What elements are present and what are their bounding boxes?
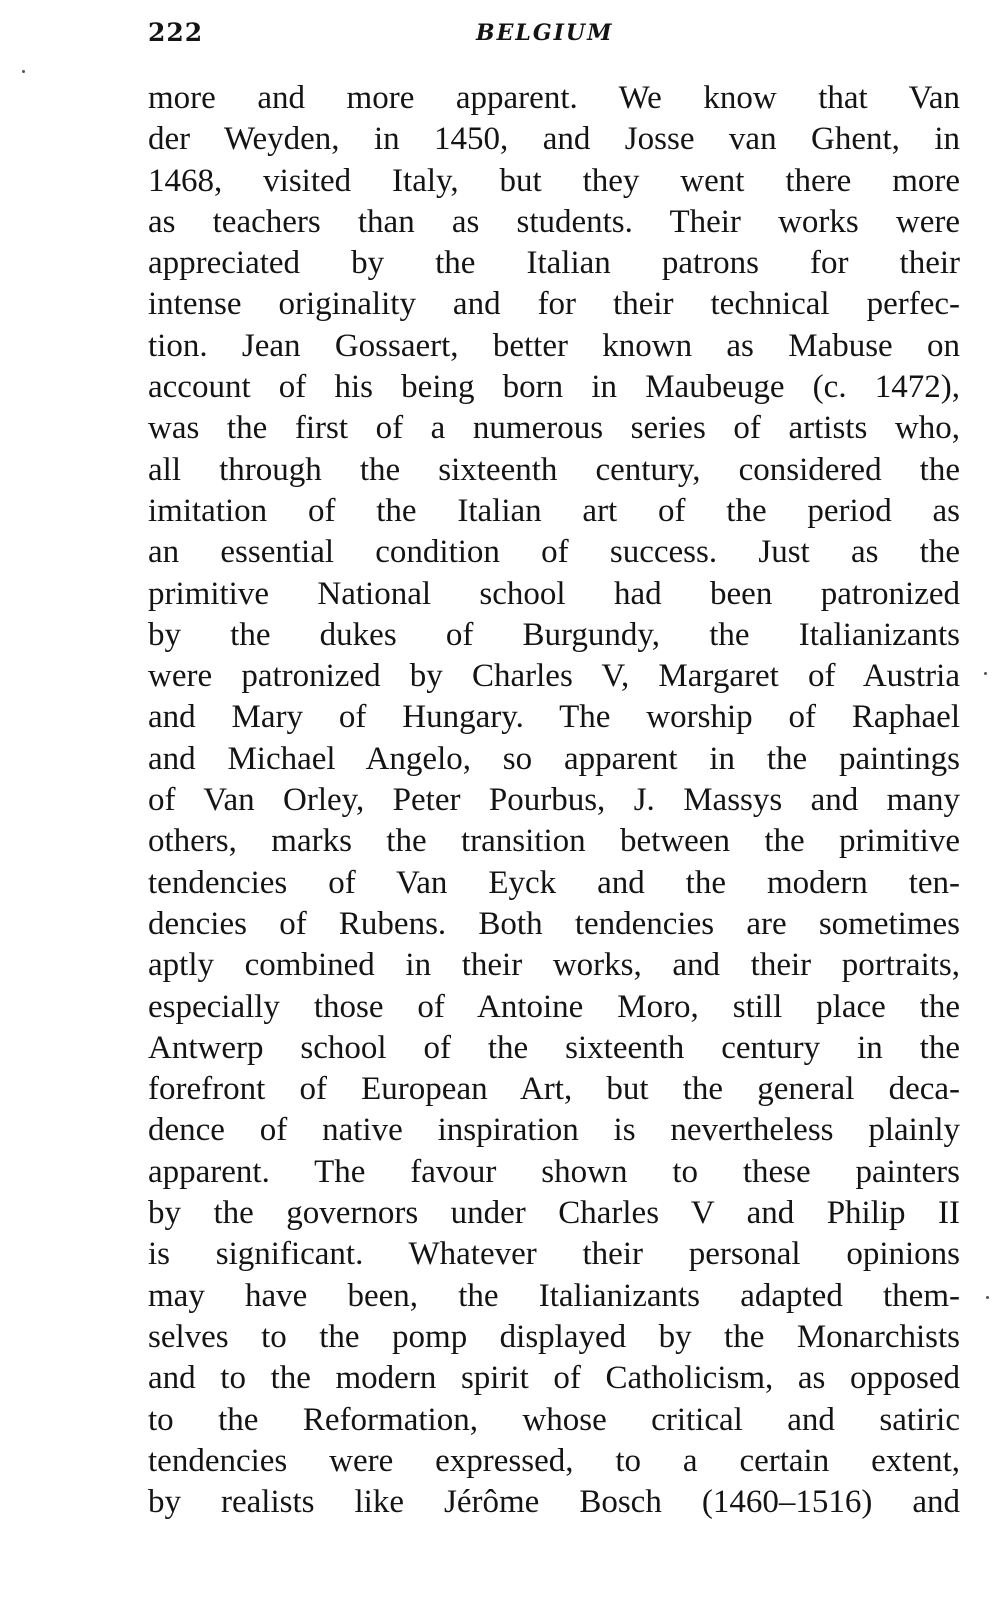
paper-speck <box>986 1296 989 1299</box>
text-line: may have been, the Italianizants adapted them- <box>148 1277 960 1314</box>
text-line: Antwerp school of the sixteenth century in the <box>148 1029 960 1066</box>
text-line: primitive National school had been patronized <box>148 575 960 612</box>
text-line: to the Reformation, whose critical and satiric <box>148 1401 960 1438</box>
text-line: tendencies of Van Eyck and the modern ten- <box>148 864 960 901</box>
text-line: an essential condition of success. Just as the <box>148 534 960 571</box>
text-line: selves to the pomp displayed by the Monarchists <box>148 1318 960 1355</box>
body-paragraph <box>148 78 960 1523</box>
text-line: by the governors under Charles V and Philip II <box>148 1195 960 1232</box>
text-line: and Michael Angelo, so apparent in the paintings <box>148 740 960 777</box>
paper-speck <box>22 70 25 73</box>
text-line: all through the sixteenth century, considered the <box>148 451 960 488</box>
text-line: and Mary of Hungary. The worship of Raphael <box>148 699 960 736</box>
running-title: BELGIUM <box>476 20 614 46</box>
text-line: 1468, visited Italy, but they went there more <box>148 162 960 199</box>
text-line: by realists like Jérôme Bosch (1460–1516) and <box>148 1484 960 1521</box>
text-line: tendencies were expressed, to a certain extent, <box>148 1442 960 1479</box>
text-line: dence of native inspiration is nevertheless plainly <box>148 1112 960 1149</box>
text-line: der Weyden, in 1450, and Josse van Ghent, in <box>148 121 960 158</box>
text-line: by the dukes of Burgundy, the Italianizants <box>148 616 960 653</box>
text-line: account of his being born in Maubeuge (c. 1472), <box>148 369 960 406</box>
text-line: intense originality and for their technical perfec- <box>148 286 960 323</box>
page-header <box>148 18 960 52</box>
text-line: as teachers than as students. Their works were <box>148 203 960 240</box>
text-line: more and more apparent. We know that Van <box>148 80 960 116</box>
text-line: appreciated by the Italian patrons for their <box>148 245 960 282</box>
text-line: were patronized by Charles V, Margaret of Austria <box>148 658 960 695</box>
text-line: is significant. Whatever their personal opinions <box>148 1236 960 1273</box>
text-line: of Van Orley, Peter Pourbus, J. Massys and many <box>148 782 960 819</box>
text-line: tion. Jean Gossaert, better known as Mabuse on <box>148 327 960 364</box>
text-line: others, marks the transition between the primitive <box>148 823 960 860</box>
text-line: imitation of the Italian art of the period as <box>148 492 960 529</box>
paper-speck <box>984 672 987 675</box>
page-number: 222 <box>148 18 204 47</box>
text-line: was the first of a numerous series of artists who, <box>148 410 960 447</box>
text-line: forefront of European Art, but the general deca- <box>148 1071 960 1108</box>
text-line: dencies of Rubens. Both tendencies are sometimes <box>148 905 960 942</box>
text-line: aptly combined in their works, and their portraits, <box>148 947 960 984</box>
text-line: and to the modern spirit of Catholicism, as opposed <box>148 1360 960 1397</box>
text-line: apparent. The favour shown to these painters <box>148 1153 960 1190</box>
text-line: especially those of Antoine Moro, still place the <box>148 988 960 1025</box>
